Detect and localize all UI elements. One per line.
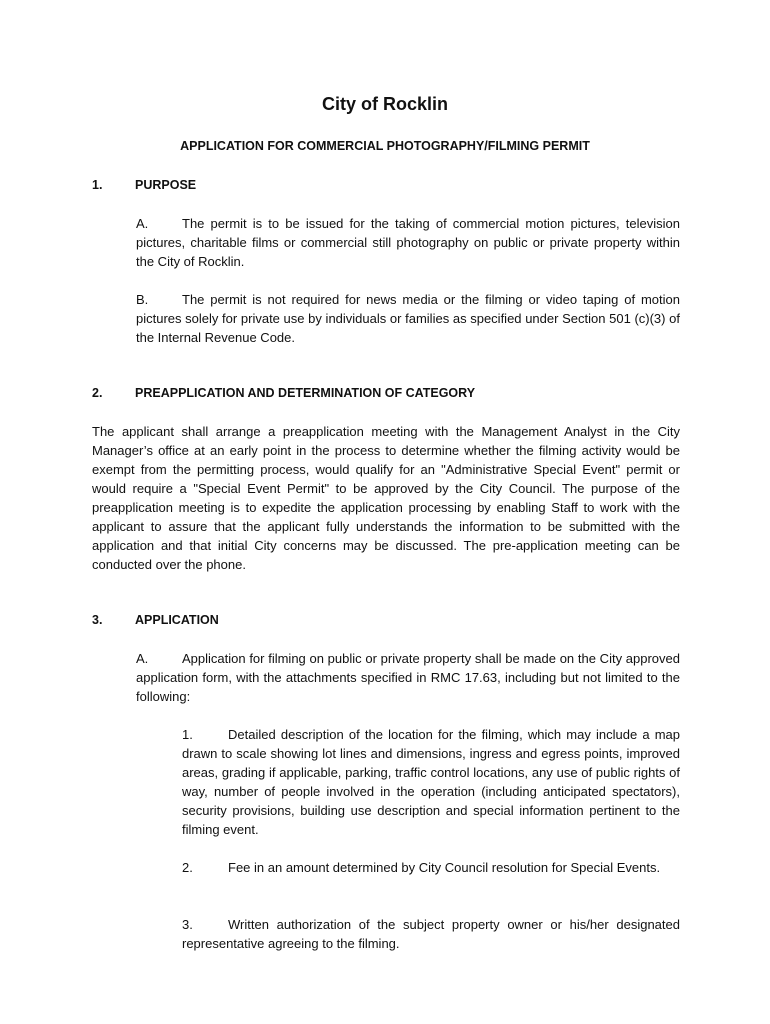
paragraph-text: Application for filming on public or private property shall be made on the City approved application form, with the attachments specified in RMC 17.63, including but not limited to the following:	[136, 651, 680, 704]
paragraph-label: A.	[136, 216, 149, 231]
purpose-paragraph-b	[136, 290, 680, 347]
paragraph-label: B.	[136, 292, 149, 307]
application-item-2	[182, 858, 680, 877]
section-number: 1.	[92, 178, 103, 192]
section-heading-purpose	[92, 178, 196, 192]
section-heading-application	[92, 613, 219, 627]
paragraph-text: The permit is not required for news media or the filming or video taping of motion pictures solely for private use by individuals or families as specified under Section 501 (c)(3) of the Internal Revenue Code.	[136, 292, 680, 345]
section-title: PURPOSE	[135, 178, 197, 192]
document-title: City of Rocklin	[321, 94, 448, 114]
item-label: 1.	[182, 727, 193, 742]
paragraph-label: A.	[136, 651, 149, 666]
paragraph-text: The permit is to be issued for the taking of commercial motion pictures, television pictures, charitable films or commercial still photography on public or private property within the City of Rocklin.	[136, 216, 680, 269]
item-label: 3.	[182, 917, 193, 932]
application-item-3	[182, 915, 680, 953]
application-paragraph-a	[136, 649, 680, 706]
section-number: 3.	[92, 613, 103, 627]
item-text: Written authorization of the subject property owner or his/her designated representative agreeing to the filming.	[182, 917, 680, 951]
purpose-paragraph-a	[136, 214, 680, 271]
item-text: Detailed description of the location for the filming, which may include a map drawn to scale showing lot lines and dimensions, ingress and egress points, improved areas, grading if applicable, parking, traffic control locations, any use of public rights of way, number of people involved in the operation (including anticipated spectators), security provisions, building use description and special information pertinent to the filming event.	[182, 727, 680, 837]
section-number: 2.	[92, 386, 103, 400]
section-title: APPLICATION	[135, 613, 219, 627]
item-text: Fee in an amount determined by City Council resolution for Special Events.	[228, 860, 661, 875]
preapplication-paragraph: The applicant shall arrange a preapplication meeting with the Management Analyst in the City Manager’s office at an early point in the process to determine whether the filming activity would be exempt from the permitting process, would qualify for an "Administrative Special Event" permit or would require a "Special Event Permit" to be approved by the City Council. The purpose of the preapplication meeting is to expedite the application processing by enabling Staff to work with the applicant to assure that the applicant fully understands the information to be submitted with the application and that initial City concerns may be discussed. The pre-application meeting can be conducted over the phone.	[92, 424, 680, 572]
application-item-1	[182, 725, 680, 839]
section-title: PREAPPLICATION AND DETERMINATION OF CATEGORY	[135, 386, 476, 400]
section-heading-preapplication	[92, 386, 475, 400]
document-subtitle: APPLICATION FOR COMMERCIAL PHOTOGRAPHY/FILMING PERMIT	[180, 139, 590, 153]
item-label: 2.	[182, 860, 193, 875]
